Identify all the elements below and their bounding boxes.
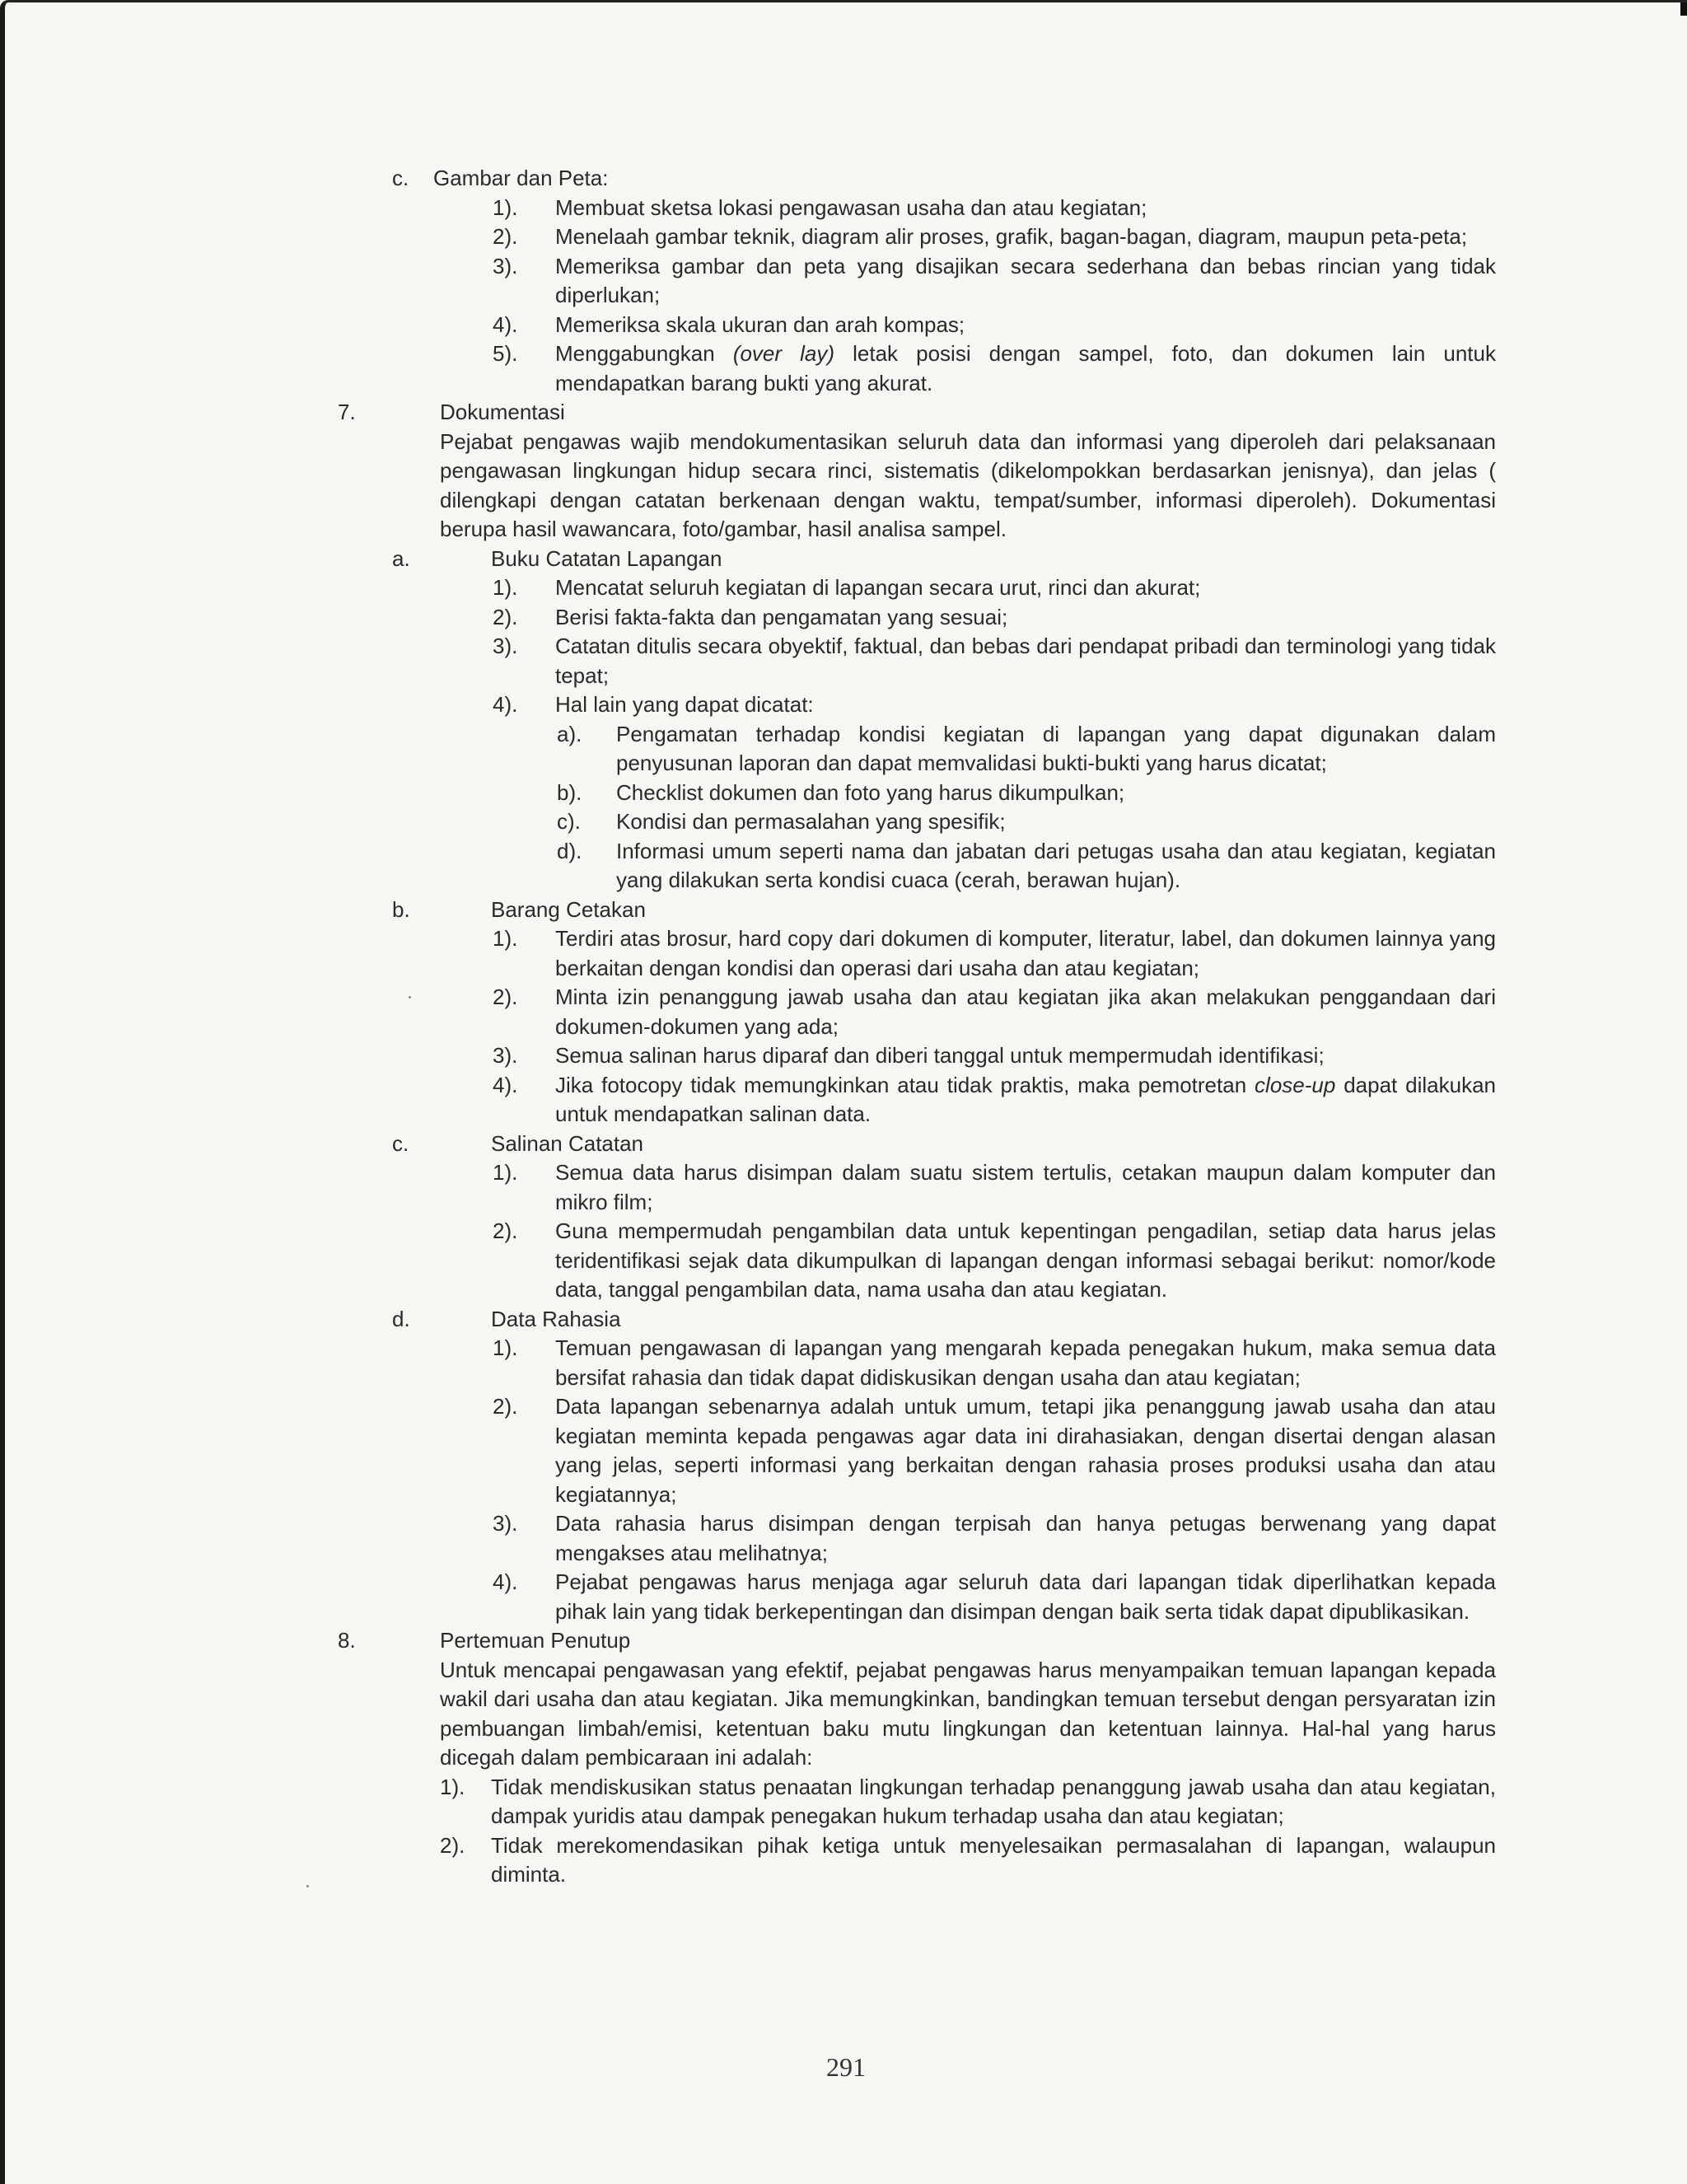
section-heading bbox=[334, 398, 1496, 428]
list-item-text: Terdiri atas brosur, hard copy dari dokumen di komputer, literatur, label, dan dokumen lainnya yang berkaitan dengan kondisi dan operasi dari usaha dan atau kegiatan; bbox=[555, 926, 1496, 980]
list-item-text: Data rahasia harus disimpan dengan terpisah dan hanya petugas berwenang yang dapat mengakses atau melihatnya; bbox=[555, 1511, 1496, 1565]
list-marker: 1). bbox=[493, 1160, 518, 1185]
list-item bbox=[384, 1071, 1496, 1129]
sub-list-item bbox=[384, 720, 1496, 779]
subsection-heading bbox=[334, 1305, 1496, 1335]
list-item bbox=[384, 194, 1496, 223]
list-item-text: Semua salinan harus diparaf dan diberi tanggal untuk mempermudah identifikasi; bbox=[555, 1043, 1325, 1068]
subsection-title: Buku Catatan Lapangan bbox=[491, 545, 722, 571]
list-item-text: Informasi umum seperti nama dan jabatan dari petugas usaha dan atau kegiatan, kegiatan yang dilakukan serta kondisi cuaca (cerah, berawan hujan). bbox=[616, 838, 1496, 892]
subsection-heading bbox=[334, 545, 1496, 574]
list-item bbox=[384, 1158, 1496, 1217]
sub-list-item bbox=[384, 807, 1496, 837]
list-item-text: Minta izin penanggung jawab usaha dan atau kegiatan jika akan melakukan penggandaan dari dokumen-dokumen yang ada; bbox=[555, 984, 1496, 1039]
list-item bbox=[384, 1041, 1496, 1071]
list-marker: 4). bbox=[493, 311, 518, 337]
list-item-text: Data lapangan sebenarnya adalah untuk umum, tetapi jika penanggung jawab usaha dan atau kegiatan meminta kepada pengawas agar data ini dirahasiakan, dengan disertai dengan alasan yang jelas, seperti informasi yang berkaitan dengan rahasia proses produksi usaha dan atau kegiatannya; bbox=[555, 1394, 1496, 1507]
list-item-text: Memeriksa skala ukuran dan arah kompas; bbox=[555, 311, 965, 337]
list-item-text: Catatan ditulis secara obyektif, faktual, dan bebas dari pendapat pribadi dan terminologi yang tidak tepat; bbox=[555, 634, 1496, 688]
list-item bbox=[384, 1392, 1496, 1509]
subsection-title: Data Rahasia bbox=[491, 1306, 621, 1331]
list-item bbox=[384, 573, 1496, 603]
list-marker: 3). bbox=[493, 1511, 518, 1536]
list-item bbox=[384, 632, 1496, 690]
list-item-text: Tidak mendiskusikan status penaatan lingkungan terhadap penanggung jawab usaha dan atau kegiatan, dampak yuridis atau dampak penegakan hukum terhadap usaha dan atau kegiatan; bbox=[491, 1774, 1496, 1828]
subsection-heading bbox=[334, 896, 1496, 925]
list-item-text: Menelaah gambar teknik, diagram alir proses, grafik, bagan-bagan, diagram, maupun peta-peta; bbox=[555, 224, 1468, 249]
section-heading bbox=[334, 1626, 1496, 1656]
list-marker: 2). bbox=[493, 1218, 518, 1243]
paragraph-text: Pejabat pengawas wajib mendokumentasikan seluruh data dan informasi yang diperoleh dari pelaksanaan pengawasan lingkungan hidup secara rinci, sistematis (dikelompokkan berdasarkan jenisnya), dan jelas ( dilengkapi dengan catatan berkenaan dengan waktu, tempat/sumber, informasi diperoleh). Dokumentasi berupa hasil wawancara, foto/gambar, hasil analisa sampel. bbox=[440, 428, 1496, 541]
list-item-text: Pengamatan terhadap kondisi kegiatan di lapangan yang dapat digunakan dalam penyusunan laporan dan dapat memvalidasi bukti-bukti yang harus dicatat; bbox=[616, 721, 1496, 775]
page-number: 291 bbox=[826, 2052, 866, 2082]
list-item-text: Tidak merekomendasikan pihak ketiga untuk menyelesaikan permasalahan di lapangan, walaupun diminta. bbox=[491, 1832, 1496, 1887]
scan-corner-mark bbox=[1680, 2, 1687, 16]
list-marker: a. bbox=[392, 545, 410, 571]
list-marker: b). bbox=[557, 779, 582, 805]
list-marker: 5). bbox=[493, 341, 518, 366]
list-marker: 2). bbox=[493, 604, 518, 629]
list-item-text: Checklist dokumen dan foto yang harus dikumpulkan; bbox=[616, 779, 1125, 805]
section-paragraph bbox=[440, 1656, 1496, 1773]
list-marker: 2). bbox=[440, 1832, 465, 1858]
list-marker: 1). bbox=[493, 1335, 518, 1360]
section-title: Dokumentasi bbox=[440, 400, 565, 424]
subsection-title: Barang Cetakan bbox=[491, 896, 646, 922]
italic-term: (over lay) bbox=[732, 341, 835, 366]
sub-list-item bbox=[384, 837, 1496, 896]
list-item-text: letak posisi dengan sampel, foto, dan dokumen lain untuk mendapatkan barang bukti yang akurat. bbox=[555, 341, 1496, 395]
heading-text: Gambar dan Peta: bbox=[433, 166, 609, 190]
list-marker: 2). bbox=[493, 224, 518, 249]
scan-speck bbox=[306, 1885, 309, 1887]
list-item-text: Kondisi dan permasalahan yang spesifik; bbox=[616, 809, 1006, 834]
section-paragraph bbox=[440, 428, 1496, 545]
sub-list-item bbox=[384, 779, 1496, 808]
list-item bbox=[384, 252, 1496, 311]
subsection-title: Salinan Catatan bbox=[491, 1130, 644, 1156]
section-marker: 7. bbox=[338, 400, 356, 424]
list-item bbox=[384, 311, 1496, 340]
list-item-text: dapat dilakukan untuk mendapatkan salinan data. bbox=[555, 1072, 1496, 1126]
list-marker: 4). bbox=[493, 692, 518, 717]
list-item bbox=[384, 1217, 1496, 1305]
list-marker: 2). bbox=[493, 1394, 518, 1419]
list-item-text: Hal lain yang dapat dicatat: bbox=[555, 692, 814, 717]
list-item bbox=[384, 983, 1496, 1041]
list-marker: d). bbox=[557, 838, 582, 863]
list-marker: 3). bbox=[493, 1043, 518, 1068]
list-item-text: Mencatat seluruh kegiatan di lapangan secara urut, rinci dan akurat; bbox=[555, 575, 1201, 600]
list-item bbox=[384, 603, 1496, 633]
list-marker: c). bbox=[557, 809, 581, 834]
list-marker: 1). bbox=[493, 575, 518, 600]
italic-term: close-up bbox=[1255, 1072, 1336, 1097]
list-heading bbox=[334, 164, 1496, 194]
list-marker: 3). bbox=[493, 634, 518, 658]
list-marker: 4). bbox=[493, 1072, 518, 1097]
list-item-text: Menggabungkan bbox=[555, 341, 733, 366]
list-marker: 4). bbox=[493, 1569, 518, 1594]
list-item-text: Memeriksa gambar dan peta yang disajikan secara sederhana dan bebas rincian yang tidak diperlukan; bbox=[555, 253, 1496, 307]
list-item-text: Jika fotocopy tidak memungkinkan atau tidak praktis, maka pemotretan bbox=[555, 1072, 1255, 1097]
paragraph-text: Untuk mencapai pengawasan yang efektif, pejabat pengawas harus menyampaikan temuan lapangan kepada wakil dari usaha dan atau kegiatan. Jika memungkinkan, bandingkan temuan tersebut dengan persyaratan izin pembuangan limbah/emisi, ketentuan baku mutu lingkungan dan ketentuan lainnya. Hal-hal yang harus dicegah dalam pembicaraan ini adalah: bbox=[440, 1657, 1496, 1770]
section-marker: 8. bbox=[338, 1628, 356, 1653]
list-item-text: Guna mempermudah pengambilan data untuk kepentingan pengadilan, setiap data harus jelas teridentifikasi sejak data dikumpulkan di lapangan dengan informasi sebagai berikut: nomor/kode data, tanggal pengambilan data, nama usaha dan atau kegiatan. bbox=[555, 1218, 1496, 1302]
list-marker: d. bbox=[392, 1306, 410, 1331]
list-item bbox=[384, 339, 1496, 398]
list-marker: 1). bbox=[493, 926, 518, 951]
document-body bbox=[338, 164, 1496, 1890]
list-marker: a). bbox=[557, 721, 582, 746]
list-item bbox=[384, 222, 1496, 252]
list-marker: c. bbox=[392, 1130, 409, 1156]
list-item-text: Temuan pengawasan di lapangan yang mengarah kepada penegakan hukum, maka semua data bersifat rahasia dan tidak dapat didiskusikan dengan usaha dan atau kegiatan; bbox=[555, 1335, 1496, 1390]
subsection-heading bbox=[334, 1129, 1496, 1159]
list-item-text: Semua data harus disimpan dalam suatu sistem tertulis, cetakan maupun dalam komputer dan mikro film; bbox=[555, 1160, 1496, 1214]
list-marker: 2). bbox=[493, 984, 518, 1009]
list-item bbox=[384, 1831, 1496, 1890]
list-marker: c. bbox=[392, 166, 409, 190]
list-item bbox=[384, 1334, 1496, 1392]
list-item-text: Pejabat pengawas harus menjaga agar seluruh data dari lapangan tidak diperlihatkan kepada pihak lain yang tidak berkepentingan dan disimpan dengan baik serta tidak dapat dipublikasikan. bbox=[555, 1569, 1496, 1624]
list-marker: 1). bbox=[440, 1774, 465, 1799]
list-item bbox=[384, 924, 1496, 983]
section-title: Pertemuan Penutup bbox=[440, 1628, 631, 1653]
list-marker: 1). bbox=[493, 194, 518, 220]
list-item-text: Berisi fakta-fakta dan pengamatan yang sesuai; bbox=[555, 604, 1008, 629]
list-marker: 3). bbox=[493, 253, 518, 278]
list-item-text: Membuat sketsa lokasi pengawasan usaha dan atau kegiatan; bbox=[555, 194, 1147, 220]
list-item bbox=[384, 1773, 1496, 1831]
list-item bbox=[384, 1509, 1496, 1568]
list-marker: b. bbox=[392, 896, 410, 922]
list-item bbox=[384, 1568, 1496, 1626]
list-item bbox=[384, 690, 1496, 720]
